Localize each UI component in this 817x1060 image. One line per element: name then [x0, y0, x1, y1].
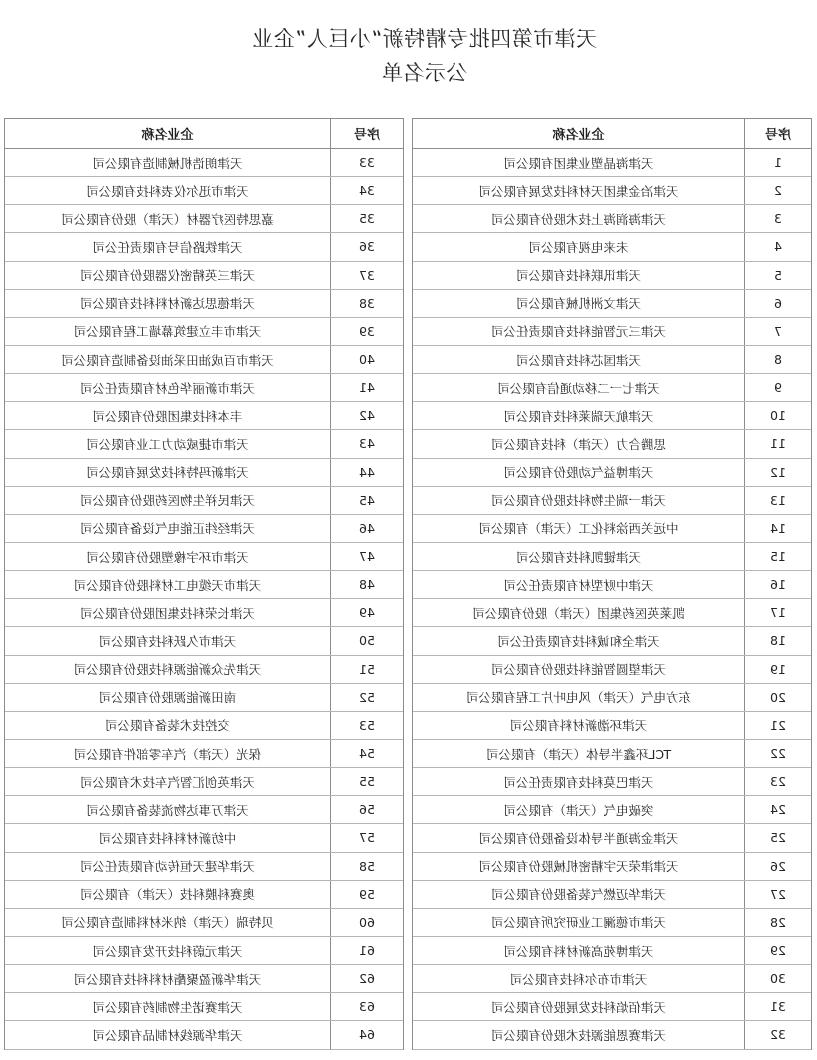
- company-name: 天津华源线材制品有限公司: [92, 1027, 243, 1043]
- row-number: 55: [330, 768, 403, 795]
- company-name: 天津三英精密仪器股份有限公司: [80, 268, 256, 284]
- company-name-cell: [5, 909, 330, 936]
- table-body: [413, 149, 811, 1050]
- company-name-cell: [5, 318, 330, 345]
- row-number: 12: [744, 459, 811, 486]
- company-name: 天津文洲机械有限公司: [516, 296, 642, 312]
- company-name-cell: [5, 346, 330, 373]
- company-name: 天津市德澜工业研究所有限公司: [491, 915, 667, 931]
- row-number: 25: [744, 824, 811, 851]
- table-row: [413, 346, 811, 374]
- company-name-cell: [413, 205, 744, 232]
- table-row: [413, 656, 811, 684]
- company-name-cell: [5, 796, 330, 823]
- row-number: 6: [744, 290, 811, 317]
- table-row: [5, 796, 403, 824]
- company-name: 天津环渤新材料有限公司: [509, 718, 648, 734]
- company-name-cell: [413, 909, 744, 936]
- row-number: 24: [744, 796, 811, 823]
- table-row: [5, 853, 403, 881]
- company-name-cell: [413, 459, 744, 486]
- row-number: 56: [330, 796, 403, 823]
- company-name: 天津德思达新材料科技有限公司: [80, 296, 256, 312]
- company-name: 天津市丰立建筑幕墙工程有限公司: [73, 324, 262, 340]
- row-number: 8: [744, 346, 811, 373]
- company-name-cell: [5, 571, 330, 598]
- row-number: 38: [330, 290, 403, 317]
- company-name-cell: [5, 599, 330, 626]
- company-name: 未来电视有限公司: [528, 239, 629, 255]
- company-name-cell: [413, 768, 744, 795]
- table-row: [413, 965, 811, 993]
- company-name-cell: [413, 402, 744, 429]
- table-row: [5, 149, 403, 177]
- row-number: 43: [330, 430, 403, 457]
- document-title: [32, 22, 817, 90]
- table-row: [5, 290, 403, 318]
- company-name: 天津海润海上技术股份有限公司: [491, 211, 667, 227]
- company-name: 天津长荣科技集团股份有限公司: [80, 605, 256, 621]
- table-row: [5, 571, 403, 599]
- table-row: [5, 993, 403, 1021]
- company-name-cell: [5, 543, 330, 570]
- row-number: 22: [744, 740, 811, 767]
- row-number: 13: [744, 487, 811, 514]
- company-name-cell: [413, 262, 744, 289]
- row-number: 61: [330, 937, 403, 964]
- row-number: 27: [744, 881, 811, 908]
- company-name-cell: [5, 768, 330, 795]
- row-number: 9: [744, 374, 811, 401]
- row-number: 15: [744, 543, 811, 570]
- table-row: [5, 346, 403, 374]
- company-name: 天津三元智能科技有限责任公司: [491, 324, 667, 340]
- company-name: 天津冶金集团天材科技发展有限公司: [478, 183, 679, 199]
- company-table-right: [4, 118, 404, 1050]
- company-name: 凯莱英医药集团（天津）股份有限公司: [472, 605, 685, 621]
- company-name-cell: [5, 993, 330, 1020]
- company-name: 天津市布尔科技有限公司: [509, 971, 648, 987]
- company-name: 天津佰焰科技发展股份有限公司: [491, 999, 667, 1015]
- row-number: 30: [744, 965, 811, 992]
- company-name-cell: [413, 656, 744, 683]
- row-number: 2: [744, 177, 811, 204]
- table-row: [5, 543, 403, 571]
- company-name: 天津市天缆电工材料股份有限公司: [73, 577, 262, 593]
- company-name-cell: [5, 402, 330, 429]
- company-name-cell: [5, 233, 330, 260]
- company-name: 天津元蔚科技开发有限公司: [92, 943, 243, 959]
- company-name-cell: [413, 965, 744, 992]
- company-name: 天津华建天恒传动有限责任公司: [80, 859, 256, 875]
- company-name-cell: [413, 599, 744, 626]
- table-row: [5, 233, 403, 261]
- company-name: 天津市环宇橡塑股份有限公司: [86, 549, 249, 565]
- table-header-row: [413, 119, 811, 149]
- row-number: 46: [330, 515, 403, 542]
- table-row: [5, 430, 403, 458]
- table-row: [413, 881, 811, 909]
- company-name: 突破电气（天津）有限公司: [503, 802, 654, 818]
- title-line-2: 公示名单: [381, 61, 468, 85]
- row-number: 52: [330, 684, 403, 711]
- company-name: 天津津荣天宇精密机械股份有限公司: [478, 859, 679, 875]
- company-name-cell: [5, 627, 330, 654]
- company-name: 天津市迅尔仪表科技有限公司: [86, 183, 249, 199]
- row-number: 64: [330, 1021, 403, 1048]
- company-name: 天津新玛特科技发展有限公司: [86, 465, 249, 481]
- company-name-cell: [5, 262, 330, 289]
- table-row: [5, 374, 403, 402]
- table-row: [413, 543, 811, 571]
- company-table-left: [412, 118, 812, 1050]
- company-name: 交控技术装备有限公司: [105, 718, 231, 734]
- row-number: 18: [744, 627, 811, 654]
- company-name-cell: [5, 684, 330, 711]
- company-name-cell: [413, 712, 744, 739]
- company-name: 天津讯联科技有限公司: [516, 268, 642, 284]
- row-number: 20: [744, 684, 811, 711]
- company-name: 天津博益气动股份有限公司: [503, 465, 654, 481]
- table-row: [5, 459, 403, 487]
- table-row: [413, 515, 811, 543]
- row-number: 47: [330, 543, 403, 570]
- company-name-cell: [413, 571, 744, 598]
- row-number: 54: [330, 740, 403, 767]
- table-row: [413, 290, 811, 318]
- row-number: 53: [330, 712, 403, 739]
- table-row: [413, 740, 811, 768]
- company-name: 天津巴莫科技有限责任公司: [503, 774, 654, 790]
- company-name: 天津中财型材有限责任公司: [503, 577, 654, 593]
- row-number: 44: [330, 459, 403, 486]
- row-number: 37: [330, 262, 403, 289]
- table-row: [413, 909, 811, 937]
- company-name: 奥赛科膜科技（天津）有限公司: [80, 887, 256, 903]
- table-row: [413, 796, 811, 824]
- company-name: 天津华新盈聚酯材料科技有限公司: [73, 971, 262, 987]
- company-name-cell: [413, 543, 744, 570]
- company-name: 中远关西涂料化工（天津）有限公司: [478, 521, 679, 537]
- company-name-cell: [5, 205, 330, 232]
- table-row: [413, 205, 811, 233]
- row-number: 26: [744, 853, 811, 880]
- company-name: 天津七一二移动通信有限公司: [497, 380, 660, 396]
- table-row: [413, 459, 811, 487]
- row-number: 59: [330, 881, 403, 908]
- table-row: [5, 824, 403, 852]
- table-row: [5, 1021, 403, 1049]
- company-name: 天津市百成油田采油设备制造有限公司: [61, 352, 274, 368]
- company-name-marked: 天津市捷威动力工业有限公司: [62, 435, 273, 458]
- table-row: [413, 262, 811, 290]
- company-name: TCL环鑫半导体（天津）有限公司: [485, 746, 672, 762]
- company-name-cell: [413, 290, 744, 317]
- row-number: 40: [330, 346, 403, 373]
- row-number: 58: [330, 853, 403, 880]
- row-number: 60: [330, 909, 403, 936]
- table-row: [5, 515, 403, 543]
- header-number: 序号: [744, 119, 811, 148]
- table-row: [5, 768, 403, 796]
- table-row: [413, 853, 811, 881]
- row-number: 10: [744, 402, 811, 429]
- table-row: [413, 768, 811, 796]
- row-number: 23: [744, 768, 811, 795]
- table-row: [5, 712, 403, 740]
- company-name-cell: [413, 430, 744, 457]
- company-name-cell: [5, 149, 330, 176]
- company-name: 天津朗诰机械制造有限公司: [92, 155, 243, 171]
- row-number: 7: [744, 318, 811, 345]
- company-name: 贝特瑞（天津）纳米材料制造有限公司: [61, 915, 274, 931]
- table-row: [5, 909, 403, 937]
- company-name-cell: [5, 965, 330, 992]
- company-name: 天津赛恩能源技术股份有限公司: [491, 1027, 667, 1043]
- company-name: 天津市新丽华色材有限责任公司: [80, 380, 256, 396]
- company-name: 思腾合力（天津）科技有限公司: [491, 436, 667, 452]
- table-row: [413, 149, 811, 177]
- company-name: 天津博苑高新材料有限公司: [503, 943, 654, 959]
- header-number: 序号: [330, 119, 403, 148]
- row-number: 41: [330, 374, 403, 401]
- company-name-cell: [413, 515, 744, 542]
- table-row: [5, 318, 403, 346]
- company-name: 天津望圆智能科技股份有限公司: [491, 662, 667, 678]
- company-name: 南田新能源股份有限公司: [98, 690, 237, 706]
- company-name-cell: [413, 684, 744, 711]
- table-row: [413, 177, 811, 205]
- row-number: 19: [744, 656, 811, 683]
- company-name-cell: [5, 1021, 330, 1048]
- table-row: [413, 937, 811, 965]
- table-row: [413, 993, 811, 1021]
- company-name: 天津市久跃科技有限公司: [98, 633, 237, 649]
- title-line-1: 天津市第四批专精特新“小巨人”企业: [251, 27, 598, 51]
- header-company-name: 企业名称: [552, 128, 605, 143]
- table-row: [5, 262, 403, 290]
- row-number: 34: [330, 177, 403, 204]
- row-number: 28: [744, 909, 811, 936]
- company-name-cell: [413, 346, 744, 373]
- company-name-cell: [5, 881, 330, 908]
- company-name: 保光（天津）汽车零部件有限公司: [73, 746, 262, 762]
- company-name-cell: [413, 177, 744, 204]
- company-name-cell: [413, 796, 744, 823]
- company-name-marked: 天津海晶塑业集团有限公司: [480, 154, 678, 177]
- row-number: 57: [330, 824, 403, 851]
- company-name-cell: [413, 824, 744, 851]
- company-name: 天津经纬正能电气设备有限公司: [80, 521, 256, 537]
- company-name-cell: [5, 824, 330, 851]
- table-row: [5, 965, 403, 993]
- company-name-cell: [413, 487, 744, 514]
- company-name-cell: [5, 487, 330, 514]
- table-row: [413, 824, 811, 852]
- table-row: [413, 374, 811, 402]
- header-company-name: 企业名称: [141, 128, 194, 143]
- company-name: 天津民祥生物医药股份有限公司: [80, 493, 256, 509]
- company-name-cell: [5, 853, 330, 880]
- company-name: 丰本科技集团股份有限公司: [92, 408, 243, 424]
- table-row: [413, 487, 811, 515]
- table-row: [5, 177, 403, 205]
- company-name-cell: [5, 515, 330, 542]
- table-row: [413, 233, 811, 261]
- company-name: 天津金海通半导体设备股份有限公司: [478, 830, 679, 846]
- company-name-cell: [5, 374, 330, 401]
- table-row: [413, 1021, 811, 1049]
- row-number: 33: [330, 149, 403, 176]
- company-name-cell: [413, 853, 744, 880]
- company-name-cell: [413, 881, 744, 908]
- company-name-cell: [413, 740, 744, 767]
- company-name-cell: [413, 233, 744, 260]
- company-name-cell: [413, 149, 744, 176]
- company-name: 天津国芯科技有限公司: [516, 352, 642, 368]
- row-number: 32: [744, 1021, 811, 1048]
- row-number: 63: [330, 993, 403, 1020]
- table-row: [413, 402, 811, 430]
- row-number: 42: [330, 402, 403, 429]
- row-number: 17: [744, 599, 811, 626]
- company-name: 天津华迈燃气装备股份有限公司: [491, 887, 667, 903]
- row-number: 35: [330, 205, 403, 232]
- company-name: 天津万事达物流装备有限公司: [86, 802, 249, 818]
- company-name: 天津航天瑞莱科技有限公司: [503, 408, 654, 424]
- company-name-cell: [413, 374, 744, 401]
- row-number: 21: [744, 712, 811, 739]
- company-name-cell: [5, 459, 330, 486]
- company-name-cell: [5, 656, 330, 683]
- table-row: [413, 712, 811, 740]
- company-name-cell: [413, 1021, 744, 1048]
- table-row: [5, 487, 403, 515]
- row-number: 16: [744, 571, 811, 598]
- company-name-cell: [5, 290, 330, 317]
- table-row: [413, 318, 811, 346]
- company-name: 天津键凯科技有限公司: [516, 549, 642, 565]
- table-row: [5, 684, 403, 712]
- company-name-cell: [5, 430, 330, 457]
- row-number: 51: [330, 656, 403, 683]
- company-name-cell: [413, 318, 744, 345]
- company-name: 天津英创汇智汽车技术有限公司: [80, 774, 256, 790]
- company-name: 天津赛诺生物制药有限公司: [92, 999, 243, 1015]
- table-row: [413, 627, 811, 655]
- company-name-cell: [413, 993, 744, 1020]
- row-number: 14: [744, 515, 811, 542]
- company-name: 中纺新材料科技有限公司: [98, 830, 237, 846]
- company-name-cell: [5, 712, 330, 739]
- table-row: [5, 599, 403, 627]
- row-number: 45: [330, 487, 403, 514]
- company-name: 东方电气（天津）风电叶片工程有限公司: [466, 690, 692, 706]
- row-number: 1: [744, 149, 811, 176]
- table-row: [5, 656, 403, 684]
- table-row: [413, 684, 811, 712]
- row-number: 39: [330, 318, 403, 345]
- company-name-cell: [5, 177, 330, 204]
- company-name: 天津全和诚科技有限责任公司: [497, 633, 660, 649]
- table-row: [5, 627, 403, 655]
- company-name: 嘉思特医疗器材（天津）股份有限公司: [61, 211, 274, 227]
- table-row: [5, 205, 403, 233]
- table-row: [5, 881, 403, 909]
- company-name-cell: [5, 740, 330, 767]
- company-name-cell: [5, 937, 330, 964]
- row-number: 36: [330, 233, 403, 260]
- row-number: 3: [744, 205, 811, 232]
- row-number: 50: [330, 627, 403, 654]
- row-number: 5: [744, 262, 811, 289]
- row-number: 62: [330, 965, 403, 992]
- table-header-row: [5, 119, 403, 149]
- table-row: [413, 571, 811, 599]
- company-name: 天津一瑞生物科技股份有限公司: [491, 493, 667, 509]
- row-number: 31: [744, 993, 811, 1020]
- company-name-cell: [413, 937, 744, 964]
- table-row: [5, 937, 403, 965]
- table-body: [5, 149, 403, 1050]
- company-name: 天津铁路信号有限责任公司: [92, 239, 243, 255]
- row-number: 49: [330, 599, 403, 626]
- table-row: [413, 430, 811, 458]
- table-row: [413, 599, 811, 627]
- row-number: 11: [744, 430, 811, 457]
- row-number: 4: [744, 233, 811, 260]
- table-row: [5, 402, 403, 430]
- company-name: 天津先众新能源科技股份有限公司: [73, 662, 262, 678]
- table-row: [5, 740, 403, 768]
- row-number: 29: [744, 937, 811, 964]
- company-name-cell: [413, 627, 744, 654]
- row-number: 48: [330, 571, 403, 598]
